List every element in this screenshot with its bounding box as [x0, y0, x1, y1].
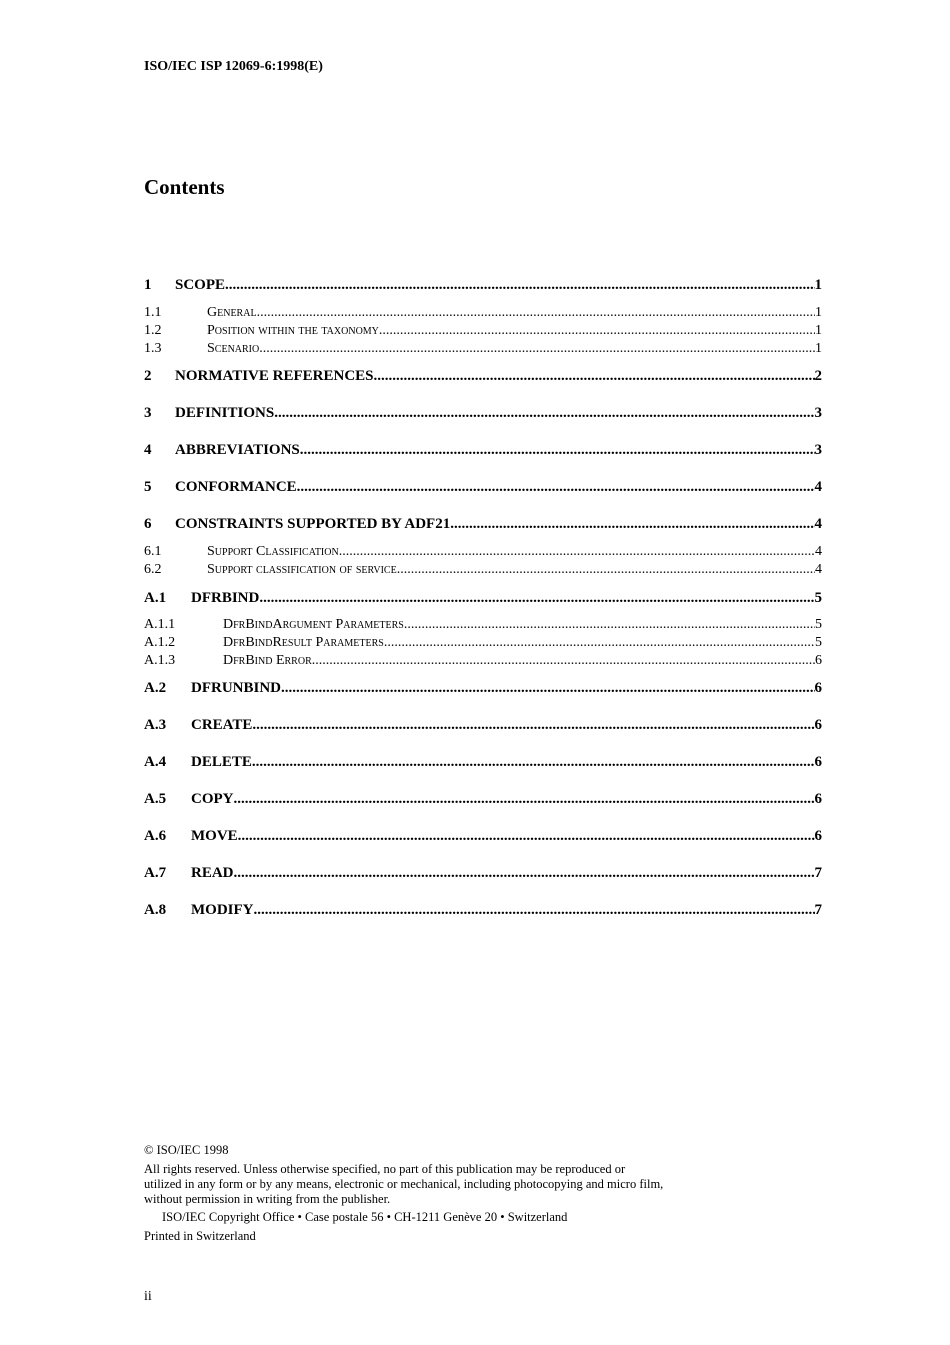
dot-leader [450, 516, 814, 533]
toc-number: 1.2 [144, 323, 162, 338]
toc-title: General [207, 305, 257, 320]
toc-title: DFRUNBIND [191, 680, 281, 696]
toc-number: A.2 [144, 680, 167, 696]
dot-leader [404, 617, 815, 633]
toc-title: DELETE [191, 754, 252, 770]
dot-leader [252, 754, 815, 771]
toc-entry[interactable] [144, 754, 822, 771]
toc-entry[interactable] [144, 635, 822, 651]
toc-number: A.5 [144, 791, 167, 807]
toc-page-number: 4 [815, 562, 822, 577]
toc-title: Scenario [207, 341, 260, 356]
toc-number: 6.2 [144, 562, 162, 577]
dot-leader [339, 544, 815, 560]
toc-entry[interactable] [144, 368, 822, 385]
dot-leader [379, 323, 815, 339]
dot-leader [234, 791, 815, 808]
toc-title: CONSTRAINTS SUPPORTED BY ADF21 [175, 516, 451, 532]
toc-page-number: 6 [814, 754, 822, 770]
dot-leader [374, 368, 815, 385]
toc-title: NORMATIVE REFERENCES [175, 368, 374, 384]
toc-page-number: 6 [814, 791, 822, 807]
dot-leader [259, 341, 815, 357]
page-number: ii [144, 1289, 152, 1304]
dot-leader [234, 865, 815, 882]
dot-leader [225, 277, 814, 294]
copyright-line: © ISO/IEC 1998 [144, 1143, 229, 1157]
toc-entry[interactable] [144, 717, 822, 734]
dot-leader [281, 680, 815, 697]
toc-page-number: 7 [814, 902, 822, 918]
toc-number: A.1.1 [144, 617, 176, 632]
toc-entry[interactable] [144, 865, 822, 882]
toc-title: SCOPE [175, 277, 226, 293]
toc-page-number: 2 [814, 368, 822, 384]
toc-number: 2 [144, 368, 152, 384]
toc-number: 3 [144, 405, 152, 421]
toc-entry[interactable] [144, 617, 822, 633]
toc-number: A.7 [144, 865, 167, 881]
toc-page-number: 3 [814, 405, 822, 421]
toc-title: READ [191, 865, 234, 881]
toc-entry[interactable] [144, 562, 822, 578]
toc-title: DEFINITIONS [175, 405, 275, 421]
document-header: ISO/IEC ISP 12069-6:1998(E) [144, 59, 323, 74]
toc-entry[interactable] [144, 305, 822, 321]
toc-title: MOVE [191, 828, 238, 844]
toc-entry[interactable] [144, 277, 822, 294]
toc-entry[interactable] [144, 680, 822, 697]
toc-entry[interactable] [144, 323, 822, 339]
toc-number: 5 [144, 479, 152, 495]
toc-number: 1.3 [144, 341, 162, 356]
toc-title: DFRBIND [191, 590, 260, 606]
toc-page-number: 7 [814, 865, 822, 881]
printed-in: Printed in Switzerland [144, 1229, 256, 1243]
dot-leader [397, 562, 815, 578]
toc-number: A.1 [144, 590, 167, 606]
dot-leader [312, 653, 815, 669]
toc-entry[interactable] [144, 341, 822, 357]
toc-number: A.8 [144, 902, 167, 918]
toc-page-number: 6 [814, 828, 822, 844]
toc-title: MODIFY [191, 902, 254, 918]
toc-entry[interactable] [144, 479, 822, 496]
dot-leader [259, 590, 814, 607]
toc-page-number: 6 [814, 717, 822, 733]
toc-page-number: 5 [815, 617, 822, 632]
toc-title: Support Classification [207, 544, 339, 559]
dot-leader [384, 635, 815, 651]
toc-entry[interactable] [144, 653, 822, 669]
dot-leader [297, 479, 815, 496]
toc-page-number: 4 [815, 544, 822, 559]
dot-leader [257, 305, 815, 321]
toc-entry[interactable] [144, 516, 822, 533]
toc-number: A.6 [144, 828, 167, 844]
dot-leader [300, 442, 815, 459]
toc-title: CONFORMANCE [175, 479, 297, 495]
toc-entry[interactable] [144, 405, 822, 422]
toc-title: COPY [191, 791, 234, 807]
toc-page-number: 4 [814, 479, 822, 495]
dot-leader [238, 828, 815, 845]
toc-title: DfrBind Error [223, 653, 312, 668]
toc-page-number: 5 [815, 635, 822, 650]
toc-page-number: 4 [814, 516, 822, 532]
toc-title: DfrBindArgument Parameters [223, 617, 404, 632]
toc-page-number: 1 [815, 323, 822, 338]
rights-notice: All rights reserved. Unless otherwise specified, no part of this publication may be reproduced or utilized in any form or by any means, electronic or mechanical, including photocopying and micro film, without permission in writing from the publisher. [144, 1162, 664, 1206]
toc-page-number: 1 [815, 341, 822, 356]
toc-title: Support classification of service [207, 562, 397, 577]
toc-entry[interactable] [144, 544, 822, 560]
dot-leader [252, 717, 814, 734]
toc-number: 6 [144, 516, 152, 532]
dot-leader [274, 405, 814, 422]
toc-title: ABBREVIATIONS [175, 442, 300, 458]
toc-entry[interactable] [144, 791, 822, 808]
toc-page-number: 5 [814, 590, 822, 606]
toc-page-number: 1 [814, 277, 822, 293]
toc-page-number: 6 [815, 653, 822, 668]
toc-number: A.1.3 [144, 653, 176, 668]
toc-number: A.4 [144, 754, 167, 770]
copyright-office: ISO/IEC Copyright Office • Case postale 56 • CH-1211 Genève 20 • Switzerland [162, 1210, 568, 1224]
toc-entry[interactable] [144, 590, 822, 607]
dot-leader [254, 902, 815, 919]
toc-number: 6.1 [144, 544, 162, 559]
toc-number: A.1.2 [144, 635, 176, 650]
toc-entry[interactable] [144, 442, 822, 459]
toc-page-number: 3 [814, 442, 822, 458]
toc-number: 1.1 [144, 305, 162, 320]
toc-page-number: 6 [814, 680, 822, 696]
toc-number: A.3 [144, 717, 167, 733]
toc-entry[interactable] [144, 828, 822, 845]
toc-entry[interactable] [144, 902, 822, 919]
toc-number: 4 [144, 442, 152, 458]
toc-number: 1 [144, 277, 152, 293]
toc-page-number: 1 [815, 305, 822, 320]
page-title: Contents [144, 175, 225, 199]
toc-title: Position within the taxonomy [207, 323, 379, 338]
toc-title: DfrBindResult Parameters [223, 635, 384, 650]
toc-title: CREATE [191, 717, 253, 733]
